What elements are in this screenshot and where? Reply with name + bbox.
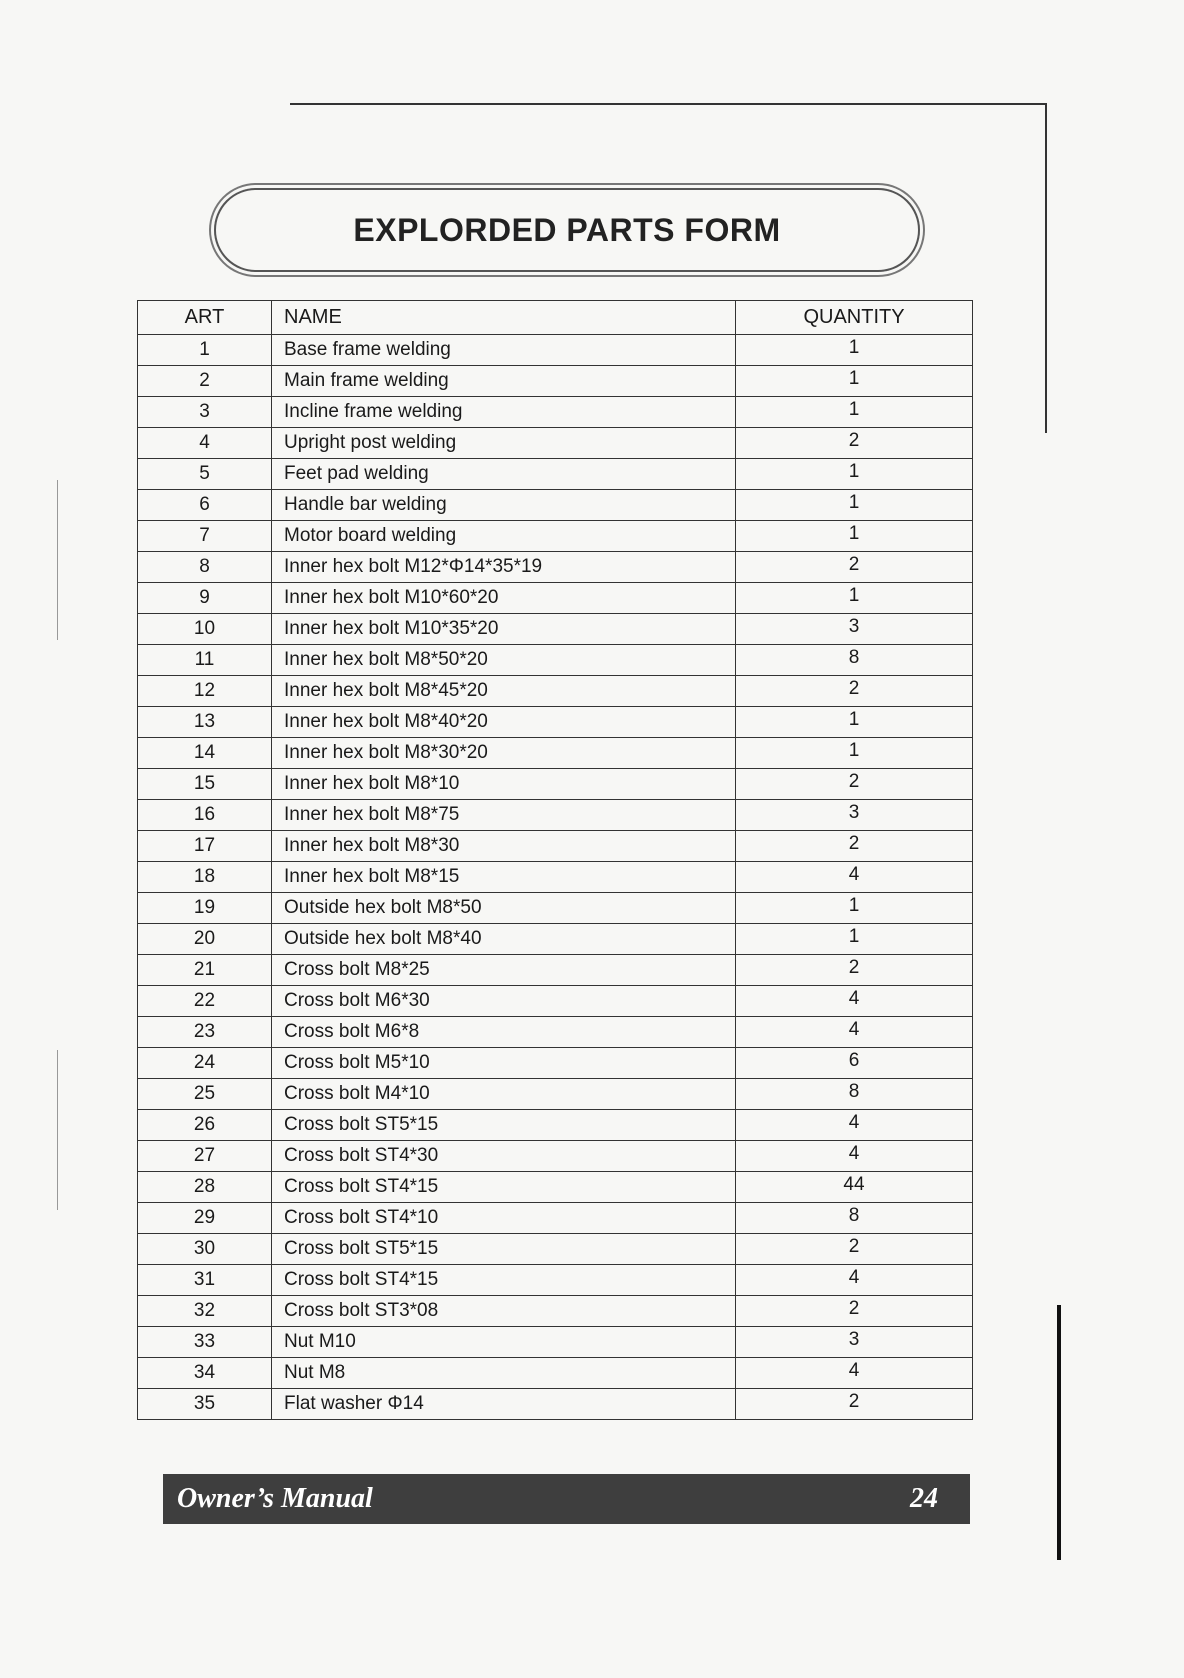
cell-name: Incline frame welding	[272, 397, 736, 428]
table-row	[138, 1389, 973, 1420]
cell-art: 26	[138, 1110, 272, 1141]
cell-quantity: 4	[736, 1141, 973, 1172]
cell-quantity: 4	[736, 1358, 973, 1389]
parts-table	[137, 300, 973, 1420]
cell-quantity: 2	[736, 1389, 973, 1420]
cell-quantity: 2	[736, 769, 973, 800]
cell-art: 6	[138, 490, 272, 521]
cell-art: 5	[138, 459, 272, 490]
cell-art: 11	[138, 645, 272, 676]
cell-name: Cross bolt ST4*15	[272, 1265, 736, 1296]
cell-name: Main frame welding	[272, 366, 736, 397]
header-name: NAME	[272, 301, 736, 335]
cell-quantity: 3	[736, 1327, 973, 1358]
table-row	[138, 1358, 973, 1389]
parts-table-body	[138, 335, 973, 1420]
cell-quantity: 1	[736, 335, 973, 366]
table-row	[138, 831, 973, 862]
cell-quantity: 2	[736, 1234, 973, 1265]
cell-name: Inner hex bolt M8*45*20	[272, 676, 736, 707]
table-row	[138, 1203, 973, 1234]
cell-quantity: 4	[736, 1017, 973, 1048]
cell-name: Cross bolt ST4*15	[272, 1172, 736, 1203]
left-margin-mark	[57, 1050, 58, 1210]
cell-quantity: 1	[736, 738, 973, 769]
cell-name: Cross bolt ST4*10	[272, 1203, 736, 1234]
cell-quantity: 2	[736, 955, 973, 986]
table-row	[138, 676, 973, 707]
table-row	[138, 490, 973, 521]
cell-name: Inner hex bolt M12*Φ14*35*19	[272, 552, 736, 583]
cell-art: 9	[138, 583, 272, 614]
cell-art: 16	[138, 800, 272, 831]
cell-name: Cross bolt M6*8	[272, 1017, 736, 1048]
cell-art: 30	[138, 1234, 272, 1265]
cell-name: Cross bolt ST3*08	[272, 1296, 736, 1327]
cell-art: 32	[138, 1296, 272, 1327]
table-row	[138, 1017, 973, 1048]
cell-art: 2	[138, 366, 272, 397]
cell-name: Outside hex bolt M8*40	[272, 924, 736, 955]
cell-art: 23	[138, 1017, 272, 1048]
table-row	[138, 1172, 973, 1203]
cell-art: 21	[138, 955, 272, 986]
cell-art: 10	[138, 614, 272, 645]
cell-art: 29	[138, 1203, 272, 1234]
footer-title: Owner’s Manual	[177, 1483, 373, 1514]
cell-quantity: 2	[736, 676, 973, 707]
cell-name: Nut M10	[272, 1327, 736, 1358]
page-number: 24	[910, 1483, 938, 1514]
cell-name: Feet pad welding	[272, 459, 736, 490]
cell-quantity: 8	[736, 1203, 973, 1234]
cell-name: Cross bolt ST5*15	[272, 1110, 736, 1141]
table-row	[138, 769, 973, 800]
right-edge-bar	[1057, 1305, 1061, 1560]
cell-quantity: 2	[736, 552, 973, 583]
header-quantity: QUANTITY	[736, 301, 973, 335]
cell-quantity: 1	[736, 707, 973, 738]
table-row	[138, 800, 973, 831]
table-row	[138, 1327, 973, 1358]
cell-quantity: 8	[736, 1079, 973, 1110]
cell-art: 1	[138, 335, 272, 366]
table-row	[138, 552, 973, 583]
cell-art: 20	[138, 924, 272, 955]
cell-quantity: 2	[736, 1296, 973, 1327]
table-row	[138, 893, 973, 924]
table-row	[138, 1296, 973, 1327]
cell-art: 19	[138, 893, 272, 924]
cell-name: Inner hex bolt M8*30	[272, 831, 736, 862]
cell-name: Cross bolt M6*30	[272, 986, 736, 1017]
cell-quantity: 4	[736, 1265, 973, 1296]
table-row	[138, 707, 973, 738]
cell-quantity: 1	[736, 583, 973, 614]
cell-name: Motor board welding	[272, 521, 736, 552]
cell-quantity: 4	[736, 862, 973, 893]
cell-art: 31	[138, 1265, 272, 1296]
cell-quantity: 4	[736, 986, 973, 1017]
table-row	[138, 955, 973, 986]
cell-art: 22	[138, 986, 272, 1017]
cell-art: 8	[138, 552, 272, 583]
table-row	[138, 738, 973, 769]
cell-art: 12	[138, 676, 272, 707]
cell-quantity: 1	[736, 490, 973, 521]
cell-name: Cross bolt ST4*30	[272, 1141, 736, 1172]
cell-art: 27	[138, 1141, 272, 1172]
table-row	[138, 1265, 973, 1296]
table-row	[138, 1141, 973, 1172]
cell-name: Cross bolt M5*10	[272, 1048, 736, 1079]
cell-art: 18	[138, 862, 272, 893]
title-banner	[214, 188, 920, 272]
table-row	[138, 862, 973, 893]
table-row	[138, 924, 973, 955]
table-row	[138, 645, 973, 676]
cell-quantity: 1	[736, 366, 973, 397]
cell-name: Inner hex bolt M10*35*20	[272, 614, 736, 645]
cell-art: 33	[138, 1327, 272, 1358]
cell-art: 3	[138, 397, 272, 428]
table-row	[138, 583, 973, 614]
cell-name: Inner hex bolt M8*15	[272, 862, 736, 893]
table-row	[138, 397, 973, 428]
table-row	[138, 459, 973, 490]
left-margin-mark	[57, 480, 58, 640]
table-row	[138, 366, 973, 397]
cell-name: Upright post welding	[272, 428, 736, 459]
cell-quantity: 1	[736, 397, 973, 428]
header-art: ART	[138, 301, 272, 335]
cell-name: Cross bolt ST5*15	[272, 1234, 736, 1265]
cell-art: 25	[138, 1079, 272, 1110]
cell-name: Inner hex bolt M8*75	[272, 800, 736, 831]
cell-art: 4	[138, 428, 272, 459]
cell-art: 28	[138, 1172, 272, 1203]
cell-quantity: 2	[736, 831, 973, 862]
cell-quantity: 1	[736, 924, 973, 955]
cell-quantity: 1	[736, 521, 973, 552]
top-rule	[290, 103, 1047, 105]
cell-name: Handle bar welding	[272, 490, 736, 521]
cell-quantity: 6	[736, 1048, 973, 1079]
cell-name: Cross bolt M8*25	[272, 955, 736, 986]
cell-name: Flat washer Φ14	[272, 1389, 736, 1420]
right-rule	[1045, 103, 1047, 433]
table-row	[138, 1048, 973, 1079]
cell-art: 34	[138, 1358, 272, 1389]
cell-quantity: 2	[736, 428, 973, 459]
cell-name: Inner hex bolt M8*50*20	[272, 645, 736, 676]
table-row	[138, 521, 973, 552]
cell-art: 14	[138, 738, 272, 769]
cell-name: Inner hex bolt M10*60*20	[272, 583, 736, 614]
table-header-row	[138, 301, 973, 335]
cell-quantity: 44	[736, 1172, 973, 1203]
cell-quantity: 3	[736, 800, 973, 831]
cell-name: Cross bolt M4*10	[272, 1079, 736, 1110]
table-row	[138, 614, 973, 645]
cell-name: Base frame welding	[272, 335, 736, 366]
table-row	[138, 986, 973, 1017]
footer-bar	[163, 1474, 970, 1524]
cell-quantity: 3	[736, 614, 973, 645]
cell-art: 15	[138, 769, 272, 800]
cell-art: 17	[138, 831, 272, 862]
cell-name: Nut M8	[272, 1358, 736, 1389]
cell-name: Outside hex bolt M8*50	[272, 893, 736, 924]
cell-name: Inner hex bolt M8*30*20	[272, 738, 736, 769]
cell-quantity: 1	[736, 459, 973, 490]
cell-art: 24	[138, 1048, 272, 1079]
table-row	[138, 1079, 973, 1110]
table-row	[138, 1110, 973, 1141]
table-row	[138, 428, 973, 459]
cell-art: 13	[138, 707, 272, 738]
cell-name: Inner hex bolt M8*40*20	[272, 707, 736, 738]
page-title: EXPLORDED PARTS FORM	[353, 211, 781, 248]
cell-art: 7	[138, 521, 272, 552]
cell-quantity: 4	[736, 1110, 973, 1141]
cell-quantity: 8	[736, 645, 973, 676]
cell-art: 35	[138, 1389, 272, 1420]
cell-quantity: 1	[736, 893, 973, 924]
table-row	[138, 335, 973, 366]
table-row	[138, 1234, 973, 1265]
cell-name: Inner hex bolt M8*10	[272, 769, 736, 800]
